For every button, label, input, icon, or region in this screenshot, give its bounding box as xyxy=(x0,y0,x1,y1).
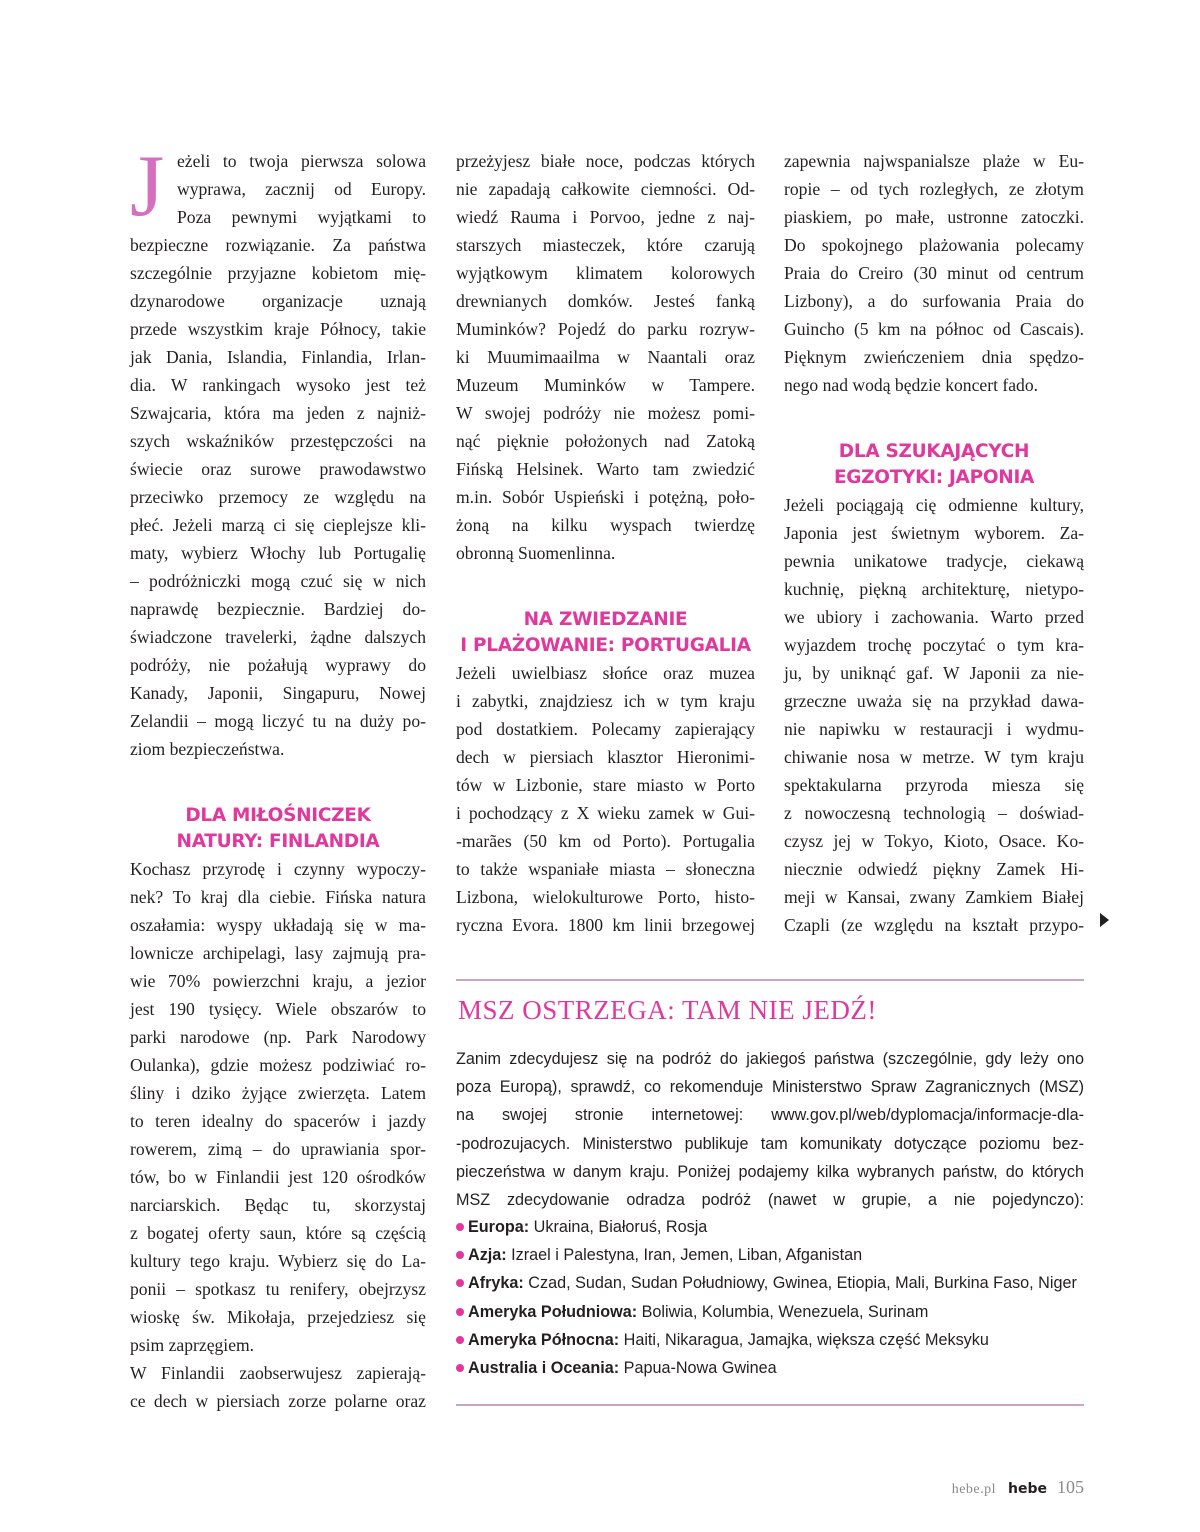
heading-line: NA ZWIEDZANIE xyxy=(523,609,688,630)
text-line: Muzeum Muminków w Tampere. xyxy=(456,375,755,395)
text-line: pewnia unikatowe tradycje, ciekawą xyxy=(784,551,1084,571)
text-line: kuchnię, piękną architekturę, nietypo- xyxy=(784,579,1084,599)
text-line: ziom bezpieczeństwa. xyxy=(130,739,285,759)
text-line: podróży, nie pożałują wyprawy do xyxy=(130,655,426,675)
text-line: W Finlandii zaobserwujesz zapierają- xyxy=(130,1363,426,1383)
text-line: żoną na kilku wyspach twierdzę xyxy=(456,515,755,535)
text-line: to teren idealny do spacerów i jazdy xyxy=(130,1111,426,1131)
text-line: zapewnia najwspanialsze plaże w Eu- xyxy=(784,151,1084,171)
text-line: szczególnie przyjazne kobietom mię- xyxy=(130,263,426,283)
text-line: parki narodowe (np. Park Narodowy xyxy=(130,1027,426,1047)
text-line: mejі w Kansai, zwany Zamkiem Białej xyxy=(784,887,1084,907)
text-line: Do spokojnego plażowania polecamy xyxy=(784,235,1084,255)
text-line: ropie – od tych rozległych, ze złotym xyxy=(784,179,1084,199)
list-item xyxy=(456,1298,1077,1326)
finland-continued-paragraph xyxy=(456,147,755,567)
box-top-rule xyxy=(456,979,1084,981)
text-line: wyjazdem trochę poczytać o tym kra- xyxy=(784,635,1084,655)
text-line: nie napiwku w restauracji i wydmu- xyxy=(784,719,1084,739)
finland-paragraph xyxy=(130,855,426,1359)
text-line: Zelandii – mogą liczyć tu na duży po- xyxy=(130,711,426,731)
text-line: świadczone travelerki, żądne dalszych xyxy=(130,627,426,647)
list-item xyxy=(456,1326,1077,1354)
text-line: Lizbony), a do surfowania Praia do xyxy=(784,291,1084,311)
portugal-paragraph xyxy=(456,659,755,939)
text-line: wioskę św. Mikołaja, przejedziesz się xyxy=(130,1307,426,1327)
finland-paragraph-2 xyxy=(130,1359,426,1415)
box-text-line: pieczeństwa w danym kraju. Poniżej podajemy kilka wybranych państw, do których xyxy=(456,1162,1084,1181)
text-line: wyjątkowym klimatem kolorowych xyxy=(456,263,755,283)
portugal-continued-paragraph xyxy=(784,147,1084,399)
text-line: grzeczne uważa się na przykład dawa- xyxy=(784,691,1084,711)
bullet-icon xyxy=(456,1364,464,1372)
text-line: ju, by uniknąć gaf. W Japonii za nie- xyxy=(784,663,1084,683)
heading-line: DLA MIŁOŚNICZEK xyxy=(185,805,371,826)
text-line: Kanady, Japonii, Singapuru, Nowej xyxy=(130,683,426,703)
page-number: 105 xyxy=(1057,1477,1084,1497)
text-lines xyxy=(130,138,426,763)
country-names: Czad, Sudan, Sudan Południowy, Gwinea, Etiopia, Mali, Burkina Faso, Niger xyxy=(523,1274,1077,1293)
text-line: chiwanie nosa w metrze. W tym kraju xyxy=(784,747,1084,767)
text-line: eżeli to twoja pierwsza solowa xyxy=(177,151,426,171)
box-text-line: na swojej stronie internetowej: www.gov.pl/web/dyplomacja/informacje-dla- xyxy=(456,1106,1084,1125)
text-line: niecznie odwiedź piękny Zamek Hi- xyxy=(784,859,1084,879)
section-heading-portugal xyxy=(456,607,755,659)
text-line: dia. W rankingach wysoko jest też xyxy=(130,375,426,395)
text-line: piaskiem, po małe, ustronne zatoczki. xyxy=(784,207,1084,227)
page-footer xyxy=(952,1477,1084,1498)
bullet-icon xyxy=(456,1279,464,1287)
article-column-2 xyxy=(456,147,755,939)
box-text-line: -podrozujacych. Ministerstwo publikuje tam komunikaty dotyczące poziomu bez- xyxy=(456,1134,1084,1153)
text-line: Praia do Creiro (30 minut od centrum xyxy=(784,263,1084,283)
section-heading-japan xyxy=(784,439,1084,491)
text-line: wiedź Rauma i Porvoo, jedne z naj- xyxy=(456,207,755,227)
text-line: Japonia jest świetnym wyborem. Za- xyxy=(784,523,1084,543)
heading-line: DLA SZUKAJĄCYCH xyxy=(838,441,1030,462)
text-line: wie 70% powierzchni kraju, a jezior xyxy=(130,971,426,991)
text-line: Lizbona, wielokulturowe Porto, histo- xyxy=(456,887,755,907)
drop-cap: J xyxy=(130,138,165,235)
text-line: Jeżeli pociągają cię odmienne kultury, xyxy=(784,495,1084,515)
text-line: wyprawa, zacznij od Europy. xyxy=(177,179,426,199)
text-line: -marães (50 km od Porto). Portugalia xyxy=(456,831,755,851)
region-label: Ameryka Północna: xyxy=(468,1330,620,1349)
bullet-icon xyxy=(456,1251,464,1259)
list-item xyxy=(456,1241,1077,1269)
text-line: starszych miasteczek, które czarują xyxy=(456,235,755,255)
text-line: Poza pewnymi wyjątkami to xyxy=(177,207,426,227)
text-line: szych wskaźników przestępczości na xyxy=(130,431,426,451)
text-line: psim zaprzęgiem. xyxy=(130,1335,255,1355)
heading-line: NATURY: FINLANDIA xyxy=(176,831,380,852)
text-line: przeciwko przemocy ze względu na xyxy=(130,487,426,507)
text-line: nie zapadają całkowite ciemności. Od- xyxy=(456,179,755,199)
text-line: płeć. Jeżeli marzą ci się cieplejsze kli- xyxy=(130,515,426,535)
country-names: Haiti, Nikaragua, Jamajka, większa część Meksyku xyxy=(619,1330,989,1349)
article-column-3 xyxy=(784,147,1084,939)
text-line: tów w Lizbonie, stare miasto w Porto xyxy=(456,775,755,795)
text-line: maty, wybierz Włochy lub Portugalię xyxy=(130,543,426,563)
country-names: Papua-Nowa Gwinea xyxy=(619,1359,777,1378)
text-line: przeżyjesz białe noce, podczas których xyxy=(456,151,755,171)
text-line: Guincho (5 km na północ od Cascais). xyxy=(784,319,1084,339)
section-heading-finland xyxy=(130,803,426,855)
country-names: Boliwia, Kolumbia, Wenezuela, Surinam xyxy=(637,1302,929,1321)
text-line: dzynarodowe organizacje uznają xyxy=(130,291,426,311)
text-line: i zabytki, znajdziesz ich w tym kraju xyxy=(456,691,755,711)
intro-paragraph xyxy=(130,138,426,763)
heading-line: I PLAŻOWANIE: PORTUGALIA xyxy=(460,635,751,656)
region-label: Europa: xyxy=(468,1218,530,1236)
list-item xyxy=(456,1354,1077,1382)
box-text-line: MSZ zdecydowanie odradza podróż (nawet w grupie, a nie pojedynczo): xyxy=(456,1191,1084,1210)
text-line: to także wspaniałe miasta – słoneczna xyxy=(456,859,755,879)
text-line: ponii – spotkasz tu renifery, obejrzysz xyxy=(130,1279,426,1299)
text-line: Jeżeli uwielbiasz słońce oraz muzea xyxy=(456,663,755,683)
box-title: MSZ OSTRZEGA: TAM NIE JEDŹ! xyxy=(458,995,877,1025)
text-line: pod dostatkiem. Polecamy zapierający xyxy=(456,719,755,739)
text-line: z nowoczesną technologią – doświad- xyxy=(784,803,1084,823)
list-item xyxy=(456,1213,1077,1241)
text-line: obronną Suomenlinna. xyxy=(456,543,616,563)
box-text-line: poza Europą), sprawdź, co rekomenduje Ministerstwo Spraw Zagranicznych (MSZ) xyxy=(456,1078,1084,1097)
box-body xyxy=(456,1045,1084,1214)
footer-url: hebe.pl xyxy=(951,1482,997,1497)
text-line: lownicze archipelagi, lasy zajmują pra- xyxy=(130,943,426,963)
article-column-1 xyxy=(130,138,426,1415)
text-line: nego nad wodą będzie koncert fado. xyxy=(784,375,1039,395)
warning-box xyxy=(456,979,1084,1406)
bullet-icon xyxy=(456,1308,464,1316)
text-line: rowerem, zimą – do uprawiania spor- xyxy=(130,1139,426,1159)
text-line: m.in. Sobór Uspieński i potężną, poło- xyxy=(456,487,755,507)
text-line: Fińską Helsinek. Warto tam zwiedzić xyxy=(456,459,755,479)
text-line: i pochodzący z X wieku zamek w Gui- xyxy=(456,803,755,823)
text-line: Kochasz przyrodę i czynny wypoczy- xyxy=(130,859,426,879)
text-line: naprawdę bezpiecznie. Bardziej do- xyxy=(130,599,426,619)
bullet-icon xyxy=(456,1336,464,1344)
text-line: Szwajcaria, która ma jeden z najniż- xyxy=(130,403,426,423)
text-line: dech w piersiach klasztor Hieronimi- xyxy=(456,747,755,767)
text-line: Oulanka), gdzie możesz podziwiać ro- xyxy=(130,1055,426,1075)
text-line: Pięknym zwieńczeniem dnia spędzo- xyxy=(784,347,1084,367)
text-line: jak Dania, Islandia, Finlandia, Irlan- xyxy=(130,347,426,367)
text-line: bezpieczne rozwiązanie. Za państwa xyxy=(130,235,426,255)
region-label: Azja: xyxy=(468,1246,507,1265)
text-line: kultury tego kraju. Wybierz się do La- xyxy=(130,1251,426,1271)
box-text-line: Zanim zdecydujesz się na podróż do jakiegoś państwa (szczególnie, gdy leży ono xyxy=(456,1050,1084,1068)
text-line: jest 190 tysięcy. Wiele obszarów to xyxy=(130,999,426,1019)
text-line: ce dech w piersiach zorze polarne oraz xyxy=(130,1391,426,1411)
text-line: spektakularna przyroda miesza się xyxy=(784,775,1084,795)
text-line: Czapli (ze względu na kształt przypo- xyxy=(784,915,1084,935)
country-names: Ukraina, Białoruś, Rosja xyxy=(529,1218,708,1236)
continue-arrow-icon xyxy=(1100,913,1109,927)
text-line: W swojej podróży nie możesz pomi- xyxy=(456,403,755,423)
country-names: Izrael i Palestyna, Iran, Jemen, Liban, Afganistan xyxy=(506,1246,863,1265)
text-line: – podróżniczki mogą czuć się w nich xyxy=(130,571,426,591)
country-list xyxy=(456,1213,1077,1382)
text-line: świecie oraz surowe prawodawstwo xyxy=(130,459,426,479)
text-line: we ubiory i zachowania. Warto przed xyxy=(784,607,1084,627)
text-line: czysz jej w Tokyo, Kioto, Osace. Ko- xyxy=(784,831,1084,851)
text-line: Muminków? Pojedź do parku rozryw- xyxy=(456,319,755,339)
text-line: ki Muumimaailma w Naantali oraz xyxy=(456,347,755,367)
text-line: tów, bo w Finlandii jest 120 ośrodków xyxy=(130,1167,426,1187)
text-line: narciarskich. Będąc tu, skorzystaj xyxy=(130,1195,426,1215)
region-label: Australia i Oceania: xyxy=(468,1359,620,1378)
box-bottom-rule xyxy=(456,1404,1084,1406)
text-line: nek? To kraj dla ciebie. Fińska natura xyxy=(130,887,426,907)
text-line: nąć pięknie położonych nad Zatoką xyxy=(456,431,755,451)
text-line: z bogatej oferty saun, które są częścią xyxy=(130,1223,426,1243)
text-line: przede wszystkim kraje Północy, takie xyxy=(130,319,426,339)
japan-paragraph xyxy=(784,491,1084,939)
region-label: Ameryka Południowa: xyxy=(468,1302,638,1321)
heading-line: EGZOTYKI: JAPONIA xyxy=(833,467,1035,488)
list-item xyxy=(456,1269,1077,1297)
bullet-icon xyxy=(456,1223,464,1231)
text-line: oszałamia: wyspy układają się w ma- xyxy=(130,915,426,935)
text-line: drewnianych domków. Jesteś fanką xyxy=(456,291,755,311)
footer-brand-logo: hebe xyxy=(1008,1481,1047,1497)
text-line: ryczna Evora. 1800 km linii brzegowej xyxy=(456,915,755,935)
text-line: śliny i dziko żyjące zwierzęta. Latem xyxy=(130,1083,426,1103)
region-label: Afryka: xyxy=(468,1274,524,1293)
